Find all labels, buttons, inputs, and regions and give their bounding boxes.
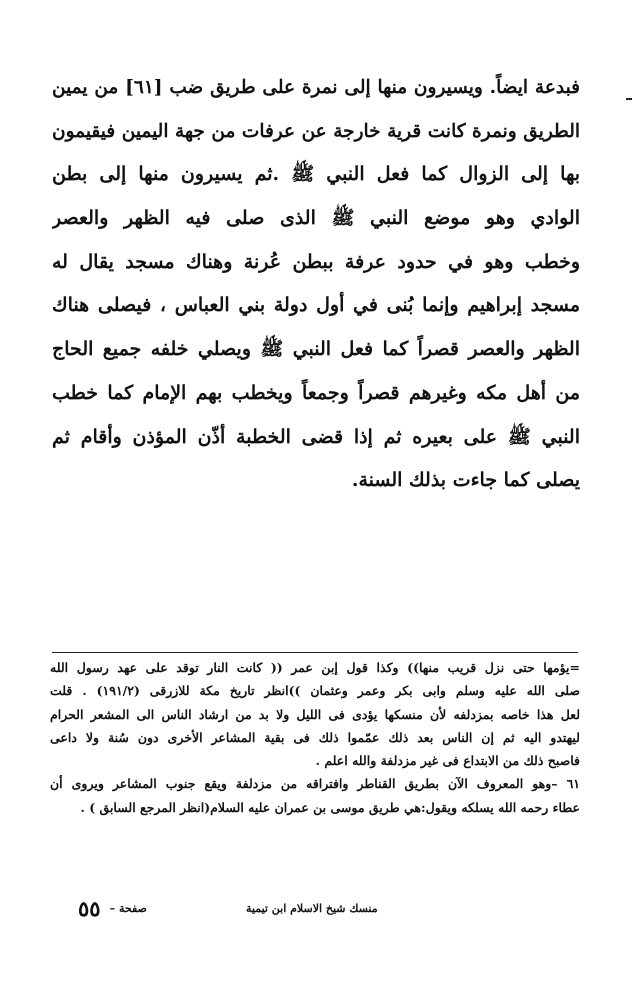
- footnote-line: صلى الله عليه وسلم وابى بكر وعمر وعثمان ))انظر تاريخ مكة للازرقى (١٩١/٢) . قلت: [50, 683, 580, 699]
- footnotes-block: [50, 656, 580, 819]
- footnote-line: ليهتدو اليه ثم إن الناس بعد ذلك عمّموا ذلك فى بقية المشاعر الأخرى دون سُنة ولا داعى: [50, 729, 580, 745]
- footnote-line: عطاء رحمه الله يسلكه ويقول:هي طريق موسى بن عمران عليه السلام(انظر المرجع السابق ) .: [80, 799, 580, 815]
- main-text-block: [52, 66, 580, 503]
- page-number: ٥٥: [78, 896, 101, 921]
- footnote-separator: [52, 652, 578, 653]
- page-label: صفحة –: [109, 902, 147, 915]
- body-line: الطريق ونمرة كانت قرية خارجة عن عرفات من جهة اليمين فيقيمون: [52, 120, 580, 142]
- book-title: منسك شيخ الاسلام ابن تيمية: [246, 902, 378, 915]
- body-line: يصلى كما جاءت بذلك السنة.: [351, 469, 580, 492]
- margin-mark: [626, 98, 632, 100]
- footnote-line: لعل هذا خاصه بمزدلفه لأن منسكها يؤدى فى الليل ولا بد من ارشاد الناس الى المشعر الحرام: [50, 706, 580, 722]
- body-line: النبي ﷺ على بعيره ثم إذا قضى الخطبة أذّن المؤذن وأقام ثم: [52, 425, 580, 448]
- footnote-line: ٦١ –وهو المعروف الآن بطريق القناطر وافتراقه من مزدلفة ويقع جنوب المشاعر ويروى أن: [50, 776, 580, 792]
- body-line: الوادي وهو موضع النبي ﷺ الذى صلى فيه الظهر والعصر: [52, 207, 580, 230]
- body-line: الظهر والعصر قصراً كما فعل النبي ﷺ ويصلي خلفه جميع الحاج: [52, 338, 580, 361]
- page-footer: [40, 896, 580, 926]
- page-number-group: [78, 896, 147, 921]
- footnote-line: =يؤمها حتى نزل قريب منها)) وكذا قول إبن عمر (( كانت النار توقد على عهد رسول الله: [50, 660, 580, 675]
- body-line: مسجد إبراهيم وإنما بُنى في أول دولة بني العباس ، فيصلى هناك: [52, 294, 580, 317]
- footnote-line: فاصبح ذلك من الابتداع فى غير مزدلفة والله اعلم .: [315, 753, 580, 769]
- body-line: وخطب وهو في حدود عرفة ببطن عُرنة وهناك مسجد يقال له: [52, 250, 580, 273]
- body-line: فبدعة ايضاً. ويسيرون منها إلى نمرة على طريق ضب [٦١] من يمين: [52, 77, 580, 98]
- body-line: من أهل مكه وغيرهم قصراً وجمعاً ويخطب بهم الإمام كما خطب: [52, 381, 580, 404]
- body-line: بها إلى الزوال كما فعل النبي ﷺ .ثم يسيرون منها إلى بطن: [52, 163, 580, 186]
